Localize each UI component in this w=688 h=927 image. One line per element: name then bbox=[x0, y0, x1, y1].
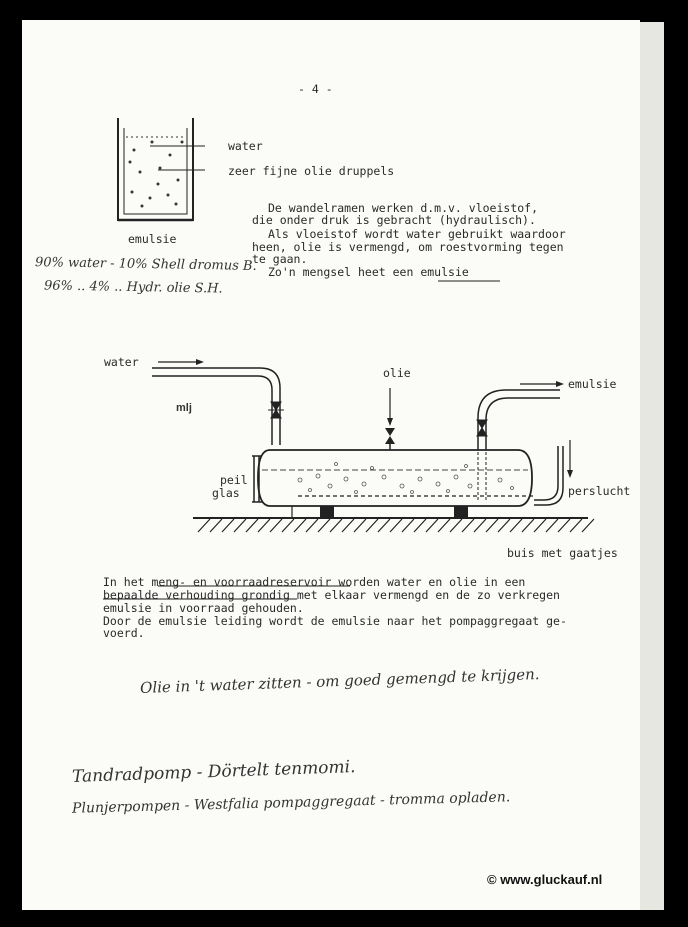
beaker-label-droplets: zeer fijne olie druppels bbox=[228, 164, 395, 178]
paragraph2-line: emulsie in voorraad gehouden. bbox=[103, 601, 304, 615]
tank-support-left bbox=[320, 506, 334, 518]
handwritten-note-1: Olie in 't water zitten - om goed gemengd te krijgen. bbox=[139, 665, 540, 697]
tank-label-water: water bbox=[104, 355, 139, 369]
tank-support-right bbox=[454, 506, 468, 518]
emulsion-outlet-pipe bbox=[478, 390, 560, 450]
paragraph2-line: voerd. bbox=[103, 626, 145, 640]
paragraph2-line2-term: bepaalde verhouding grondig bbox=[103, 588, 290, 602]
paragraph1-line: die onder druk is gebracht (hydraulisch). bbox=[252, 213, 536, 227]
paragraph1-last-line bbox=[268, 266, 469, 279]
air-bubbles bbox=[298, 463, 514, 494]
paragraph2-line2-rest: met elkaar vermengd en de zo verkregen bbox=[289, 588, 560, 602]
emulsion-dots bbox=[129, 141, 184, 208]
paragraph2-prefix: In het bbox=[103, 575, 152, 589]
paragraph1-line: De wandelramen werken d.m.v. vloeistof, bbox=[268, 201, 539, 215]
paragraph2-rest: worden water en olie in een bbox=[331, 575, 526, 589]
handwritten-note-3: Plunjerpompen - Westfalia pompaggregaat - tromma opladen. bbox=[71, 789, 511, 817]
tank-label-buis: buis met gaatjes bbox=[507, 546, 618, 560]
handwritten-mix-note-1: 90% water - 10% Shell dromus B. bbox=[34, 255, 257, 274]
beaker-label-water: water bbox=[228, 139, 263, 153]
water-arrow-icon bbox=[158, 359, 204, 365]
handwritten-mix-note-2: 96% .. 4% .. Hydr. olie S.H. bbox=[43, 278, 223, 297]
water-valve-icon bbox=[268, 402, 284, 418]
tank-label-glas: glas bbox=[212, 486, 240, 500]
tank-label-olie: olie bbox=[383, 366, 411, 380]
paragraph2-line: Door de emulsie leiding wordt de emulsie naar het pompaggregaat ge- bbox=[103, 614, 567, 628]
paragraph2-term: meng- en voorraadreservoir bbox=[151, 575, 332, 589]
page-number: - 4 - bbox=[298, 82, 333, 96]
tank-label-peil: peil bbox=[220, 473, 248, 487]
paragraph2-line2 bbox=[103, 589, 560, 602]
paragraph1-last-prefix: Zo'n mengsel heet een bbox=[268, 265, 421, 279]
tank-label-perslucht: perslucht bbox=[568, 484, 631, 498]
watermark-credit: © www.gluckauf.nl bbox=[487, 872, 603, 887]
oil-inlet bbox=[385, 388, 395, 450]
paragraph1-line: Als vloeistof wordt water gebruikt waardoor bbox=[268, 227, 566, 241]
beaker-diagram bbox=[118, 118, 193, 220]
floor-hatching bbox=[198, 519, 594, 532]
emulsie-arrow-icon bbox=[520, 381, 564, 387]
paragraph2-line1 bbox=[103, 576, 525, 589]
handwritten-note-2: Tandradpomp - Dörtelt tenmomi. bbox=[71, 757, 356, 787]
water-inlet-pipe bbox=[152, 368, 280, 445]
beaker-caption: emulsie bbox=[128, 232, 177, 246]
tank-label-emulsie: emulsie bbox=[568, 377, 617, 391]
compressed-air-pipe bbox=[534, 446, 563, 505]
perslucht-arrow-icon bbox=[567, 440, 573, 478]
paragraph1-term: emulsie bbox=[420, 265, 469, 279]
paragraph1-line: heen, olie is vermengd, om roestvorming tegen bbox=[252, 240, 564, 254]
stamp-mlj: mlj bbox=[176, 402, 192, 414]
paragraph1-line: te gaan. bbox=[252, 252, 308, 266]
